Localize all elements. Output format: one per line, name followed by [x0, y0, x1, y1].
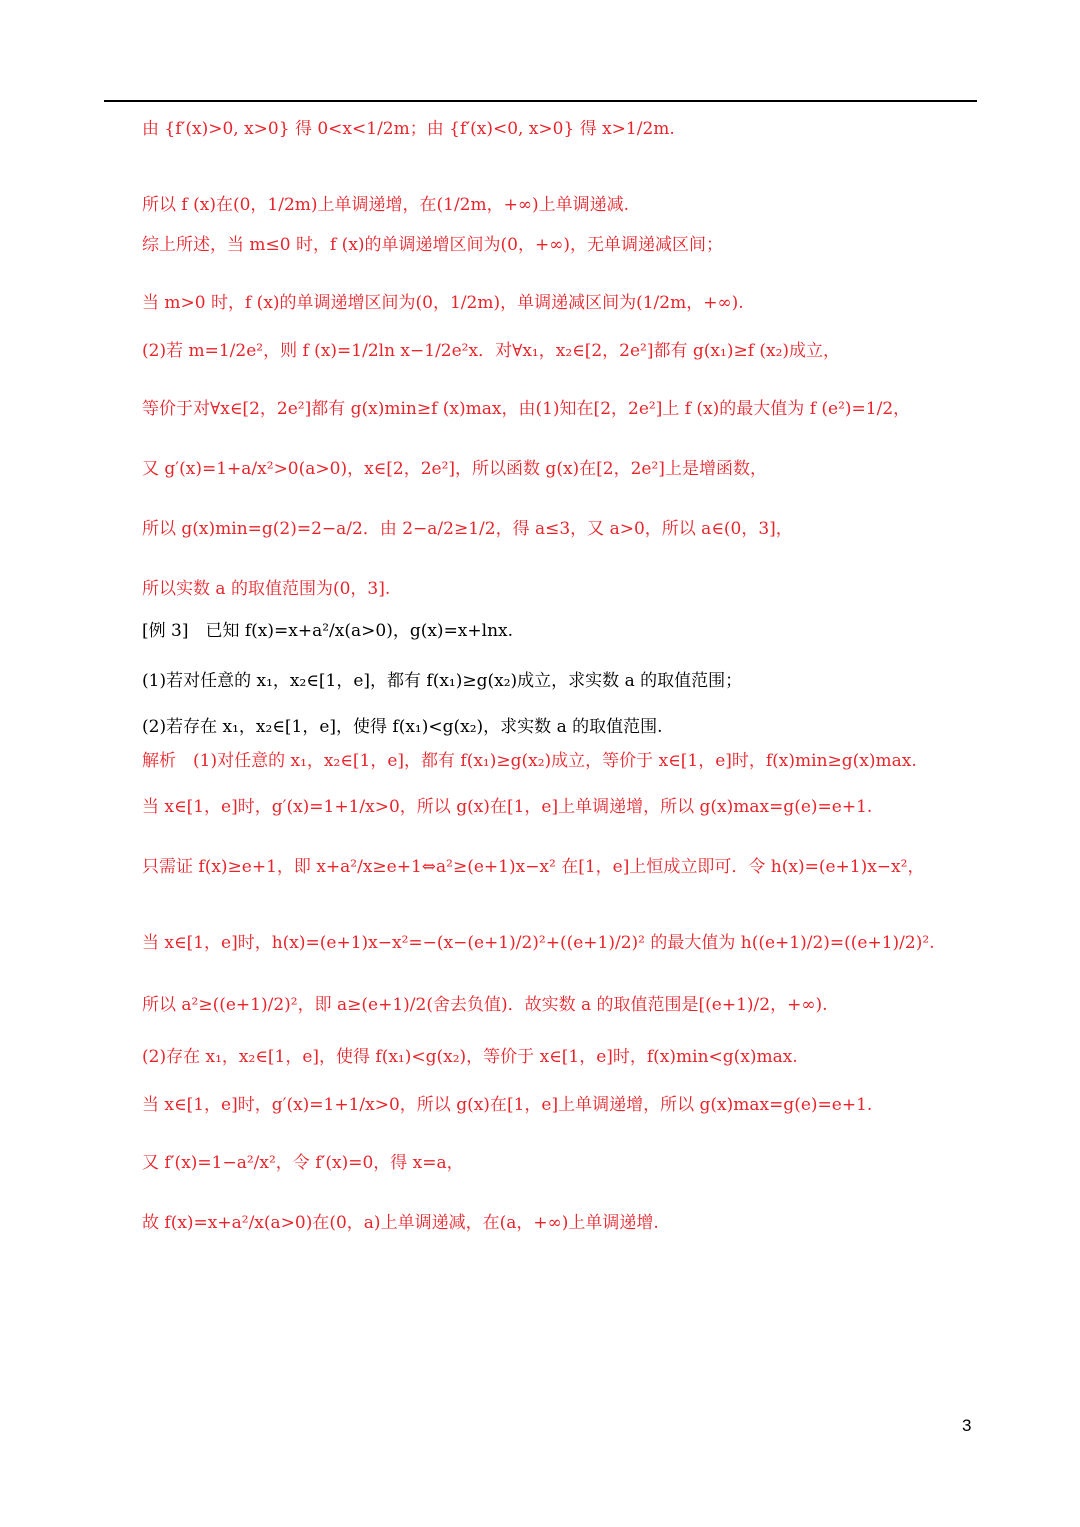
analysis-line-5: 所以 a²≥((e+1)/2)²，即 a≥(e+1)/2(舍去负值)．故实数 a 的取值范围是[(e+1)/2，+∞).	[142, 995, 828, 1015]
text-line-4: 当 m>0 时，f (x)的单调递增区间为(0，1/2m)，单调递减区间为(1/2m，+∞).	[142, 293, 744, 313]
text-line-8: 所以 g(x)min=g(2)=2−a/2．由 2−a/2≥1/2，得 a≤3，又 a>0，所以 a∈(0，3]，	[142, 519, 793, 539]
analysis-line-4: 当 x∈[1，e]时，h(x)=(e+1)x−x²=−(x−(e+1)/2)²+((e+1)/2)² 的最大值为 h((e+1)/2)=((e+1)/2)².	[142, 933, 935, 953]
text-line-2: 所以 f (x)在(0，1/2m)上单调递增，在(1/2m，+∞)上单调递减.	[142, 195, 630, 215]
text-line-5: (2)若 m=1/2e²，则 f (x)=1/2ln x−1/2e²x．对∀x₁，x₂∈[2，2e²]都有 g(x₁)≥f (x₂)成立，	[142, 341, 841, 361]
text-line-9: 所以实数 a 的取值范围为(0，3].	[142, 579, 391, 599]
header-rule	[104, 100, 977, 102]
question-2: (2)若存在 x₁，x₂∈[1，e]，使得 f(x₁)<g(x₂)，求实数 a 的取值范围.	[142, 717, 663, 737]
text-line-3: 综上所述，当 m≤0 时，f (x)的单调递增区间为(0，+∞)，无单调递减区间；	[142, 235, 724, 255]
analysis-line-1: 解析 (1)对任意的 x₁，x₂∈[1，e]，都有 f(x₁)≥g(x₂)成立，等价于 x∈[1，e]时，f(x)min≥g(x)max.	[142, 751, 917, 771]
example-title: [例 3] 已知 f(x)=x+a²/x(a>0)，g(x)=x+lnx.	[142, 621, 514, 641]
question-1: (1)若对任意的 x₁，x₂∈[1，e]，都有 f(x₁)≥g(x₂)成立，求实数 a 的取值范围；	[142, 671, 743, 691]
text-line-7: 又 g′(x)=1+a/x²>0(a>0)，x∈[2，2e²]，所以函数 g(x)在[2，2e²]上是增函数，	[142, 459, 767, 479]
text-line-6: 等价于对∀x∈[2，2e²]都有 g(x)min≥f (x)max，由(1)知在[2，2e²]上 f (x)的最大值为 f (e²)=1/2，	[142, 399, 911, 419]
analysis-line-9: 故 f(x)=x+a²/x(a>0)在(0，a)上单调递减，在(a，+∞)上单调递增.	[142, 1213, 659, 1233]
page-number: 3	[962, 1416, 972, 1435]
text-line-1: 由 {f′(x)>0, x>0} 得 0<x<1/2m；由 {f′(x)<0, x>0} 得 x>1/2m.	[142, 119, 675, 139]
analysis-line-2: 当 x∈[1，e]时，g′(x)=1+1/x>0，所以 g(x)在[1，e]上单调递增，所以 g(x)max=g(e)=e+1.	[142, 797, 873, 817]
analysis-line-6: (2)存在 x₁，x₂∈[1，e]，使得 f(x₁)<g(x₂)，等价于 x∈[1，e]时，f(x)min<g(x)max.	[142, 1047, 798, 1067]
analysis-line-8: 又 f′(x)=1−a²/x²，令 f′(x)=0，得 x=a，	[142, 1153, 464, 1173]
analysis-line-3: 只需证 f(x)≥e+1，即 x+a²/x≥e+1⇔a²≥(e+1)x−x² 在[1，e]上恒成立即可．令 h(x)=(e+1)x−x²，	[142, 857, 925, 877]
analysis-line-7: 当 x∈[1，e]时，g′(x)=1+1/x>0，所以 g(x)在[1，e]上单调递增，所以 g(x)max=g(e)=e+1.	[142, 1095, 873, 1115]
